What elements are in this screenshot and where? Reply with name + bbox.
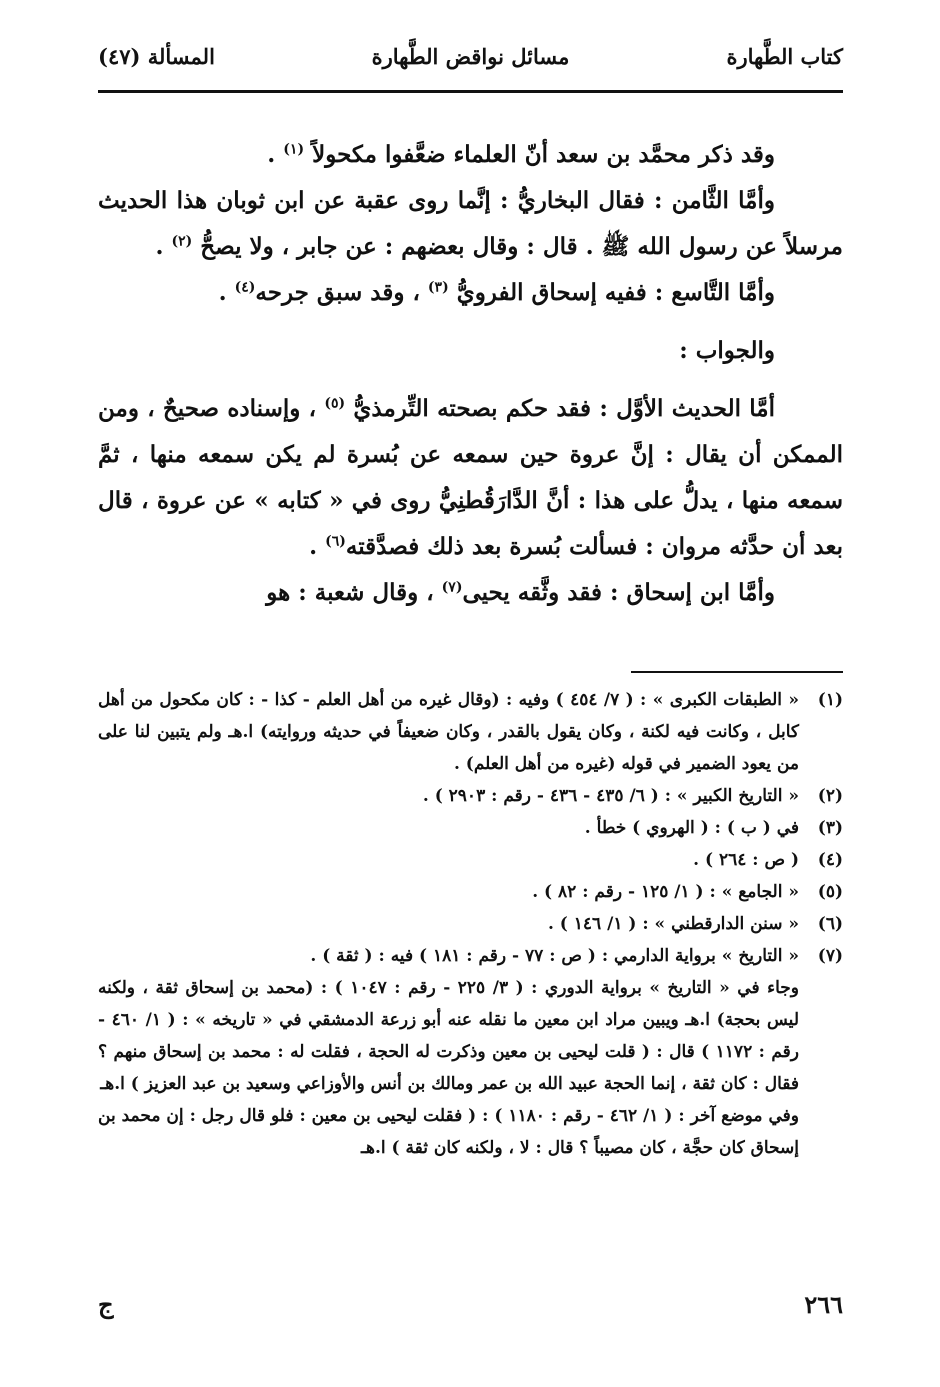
footnote-number: (٥)	[817, 882, 843, 902]
page-number: ٢٦٦	[804, 1290, 843, 1319]
paragraph-text: ، وإسناده صحيحٌ ، ومن الممكن أن يقال : إنَّ عروة حين سمعه عن بُسرة لم يكن سمعه منها ، ثمَّ سمعه منها ، يدلُّ على هذا : أنَّ الدَّارَقُطنِيُّ روى في « كتابه » عن عروة ، قال بعد أن حدَّثه مروان : فسألت بُسرة بعد ذلك فصدَّقته	[98, 395, 843, 560]
footnote-continuation: وجاء في « التاريخ » برواية الدوري : ( ٣/ ٢٢٥ - رقم : ١٠٤٧ ) : (محمد بن إسحاق ثقة ، ولكنه ليس بحجة) ا.هـ ويبين مراد ابن معين ما نقله عنه أبو زرعة الدمشقي في « تاريخه » : ( ١/ ٤٦٠ - رقم : ١١٧٢ ) قال : ( قلت ليحيى بن معين وذكرت له الحجة ، فقلت له : محمد بن إسحاق منهم ؟ فقال : كان ثقة ، إنما الحجة عبيد الله بن عمر ومالك بن أنس والأوزاعي وسعيد بن عبد العزيز ) ا.هـ	[98, 978, 800, 1094]
footnote-divider	[631, 671, 843, 673]
footnote-reference: (٤)	[234, 279, 256, 296]
footnote-text: « الجامع » : ( ١/ ١٢٥ - رقم : ٨٢ ) .	[532, 882, 799, 902]
paragraph	[98, 570, 843, 616]
footnote-text: « التاريخ » برواية الدارمي : ( ص : ٧٧ - رقم : ١٨١ ) فيه : ( ثقة ) .	[310, 946, 799, 966]
running-header	[98, 40, 843, 88]
book-title: كتاب الطَّهارة	[726, 44, 843, 69]
footnote-number: (٤)	[817, 850, 843, 870]
footnote-text: « سنن الدارقطني » : ( ١/ ١٤٦ ) .	[547, 914, 799, 934]
paragraph-text: أمَّا الحديث الأوَّل : فقد حكم بصحته التِّرمذيُّ	[345, 395, 775, 422]
paragraph-text: .	[155, 233, 172, 260]
signature-mark: ج	[98, 1290, 114, 1319]
header-divider	[98, 90, 843, 93]
footnote	[98, 940, 843, 972]
footnote-number: (٢)	[817, 786, 843, 806]
footnote-number: (١)	[817, 690, 843, 710]
paragraph-text: وأمَّا ابن إسحاق : فقد وثَّقه يحيى	[462, 579, 775, 606]
paragraph-text: .	[218, 279, 235, 306]
paragraph-text: ، وقال شعبة : هو	[266, 579, 442, 606]
footnote-reference: (١)	[283, 141, 305, 158]
section-heading: والجواب :	[679, 337, 775, 364]
footnote	[98, 908, 843, 940]
paragraph-text: وأمَّا الثَّامن : فقال البخاريُّ : إنَّما روى عقبة عن ابن ثوبان هذا الحديث مرسلاً عن رسول الله ﷺ . قال : وقال بعضهم : عن جابر ، ولا يصحُّ	[98, 187, 843, 260]
footnote	[98, 844, 843, 876]
main-text	[98, 132, 843, 616]
footnote-reference: (٣)	[427, 279, 449, 296]
footnote-text: في ( ب ) : ( الهروي ) خطأ .	[584, 818, 799, 838]
paragraph	[98, 270, 843, 316]
footnote-reference: (٢)	[171, 233, 193, 250]
chapter-title: مسائل نواقض الطَّهارة	[371, 44, 570, 69]
paragraph	[98, 178, 843, 270]
issue-label: المسألة (٤٧)	[98, 44, 215, 69]
footnotes	[98, 684, 843, 1164]
footnote-number: (٣)	[817, 818, 843, 838]
footnote-reference: (٦)	[325, 533, 346, 550]
footnote	[98, 812, 843, 844]
footnote-reference: (٥)	[324, 395, 346, 412]
paragraph	[98, 132, 843, 178]
footnote	[98, 876, 843, 908]
footnote-continuation: وفي موضع آخر : ( ١/ ٤٦٢ - رقم : ١١٨٠ ) : ( فقلت ليحيى بن معين : فلو قال رجل : إن محمد بن إسحاق كان حجَّة ، كان مصيباً ؟ قال : لا ، ولكنه كان ثقة ) ا.هـ	[98, 1106, 799, 1158]
footnote	[98, 780, 843, 812]
footnote-text: « الطبقات الكبرى » : ( ٧/ ٤٥٤ ) وفيه : (وقال غيره من أهل العلم - كذا - : كان مكحول من أهل كابل ، وكانت فيه لكنة ، وكان يقول بالقدر ، وكان ضعيفاً في حديثه وروايته) ا.هـ ولم يتبين لنا على من يعود الضمير في قوله (غيره من أهل العلم) .	[98, 690, 799, 774]
footnote-number: (٧)	[817, 946, 843, 966]
paragraph-text: .	[309, 533, 326, 560]
paragraph-text: ، وقد سبق جرحه	[255, 279, 428, 306]
footnote	[98, 684, 843, 780]
paragraph-text: وقد ذكر محمَّد بن سعد أنّ العلماء ضعَّفوا مكحولاً	[312, 141, 775, 168]
paragraph-text: .	[267, 141, 284, 168]
paragraph	[98, 386, 843, 570]
footnote-text: ( ص : ٢٦٤ ) .	[693, 850, 799, 870]
page-footer	[98, 1290, 843, 1330]
footnote-number: (٦)	[817, 914, 843, 934]
footnote-reference: (٧)	[441, 579, 463, 596]
paragraph-text: وأمَّا التَّاسع : ففيه إسحاق الفرويُّ	[448, 279, 775, 306]
footnote-text: « التاريخ الكبير » : ( ٦/ ٤٣٥ - ٤٣٦ - رقم : ٢٩٠٣ ) .	[422, 786, 799, 806]
